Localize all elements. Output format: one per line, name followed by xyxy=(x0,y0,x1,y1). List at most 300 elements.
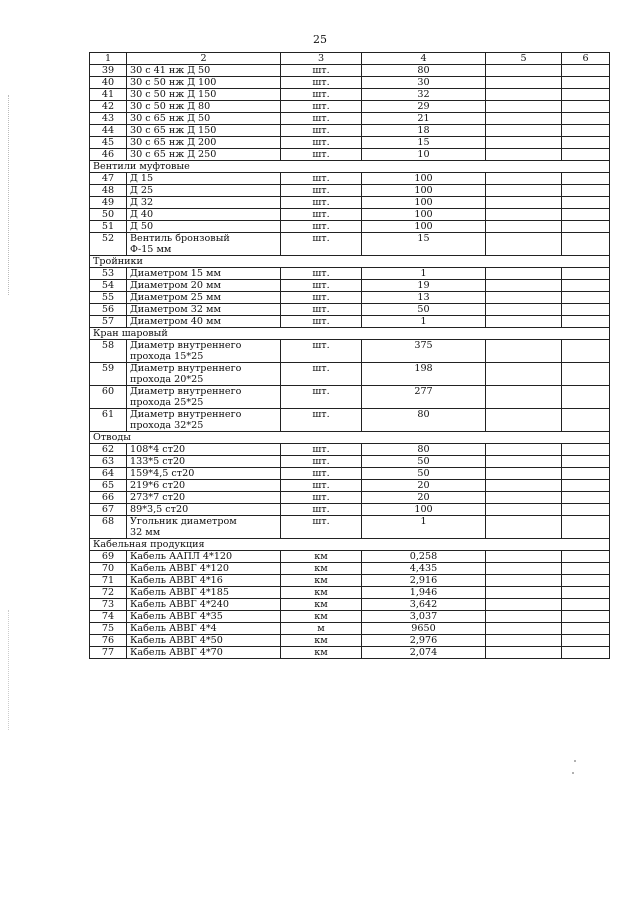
item-name-line: Д 25 xyxy=(130,185,154,196)
item-name xyxy=(127,316,281,328)
item-number: 52 xyxy=(90,233,127,256)
table-row xyxy=(90,268,610,280)
table-row xyxy=(90,77,610,89)
table-row xyxy=(90,551,610,563)
item-name xyxy=(127,113,281,125)
item-number: 53 xyxy=(90,268,127,280)
empty-cell xyxy=(562,268,610,280)
item-name-line: Диаметром 25 мм xyxy=(130,292,221,303)
item-number: 39 xyxy=(90,65,127,77)
empty-cell xyxy=(486,185,562,197)
section-row xyxy=(90,161,610,173)
item-quantity: 2,976 xyxy=(362,635,486,647)
item-number: 55 xyxy=(90,292,127,304)
header-cell: 5 xyxy=(486,53,562,65)
table-row xyxy=(90,340,610,363)
item-unit: шт. xyxy=(281,233,362,256)
item-name-line: прохода 15*25 xyxy=(130,351,204,362)
empty-cell xyxy=(562,137,610,149)
empty-cell xyxy=(486,113,562,125)
item-number: 45 xyxy=(90,137,127,149)
item-unit: шт. xyxy=(281,185,362,197)
empty-cell xyxy=(486,77,562,89)
empty-cell xyxy=(562,101,610,113)
empty-cell xyxy=(562,587,610,599)
empty-cell xyxy=(486,563,562,575)
empty-cell xyxy=(562,480,610,492)
item-quantity: 50 xyxy=(362,304,486,316)
item-name-line: 30 с 41 нж Д 50 xyxy=(130,65,211,76)
item-unit: шт. xyxy=(281,89,362,101)
header-cell: 2 xyxy=(127,53,281,65)
item-quantity: 1 xyxy=(362,268,486,280)
empty-cell xyxy=(562,516,610,539)
table-row xyxy=(90,480,610,492)
item-quantity: 2,916 xyxy=(362,575,486,587)
item-number: 58 xyxy=(90,340,127,363)
table-row xyxy=(90,575,610,587)
item-name-line: Кабель АВВГ 4*120 xyxy=(130,563,229,574)
empty-cell xyxy=(486,444,562,456)
item-name-line: 89*3,5 ст20 xyxy=(130,504,189,515)
item-quantity: 3,037 xyxy=(362,611,486,623)
empty-cell xyxy=(562,623,610,635)
item-unit: шт. xyxy=(281,456,362,468)
item-name xyxy=(127,101,281,113)
item-name-line: Диаметром 20 мм xyxy=(130,280,221,291)
item-name xyxy=(127,173,281,185)
item-number: 64 xyxy=(90,468,127,480)
table-row xyxy=(90,233,610,256)
empty-cell xyxy=(562,89,610,101)
empty-cell xyxy=(562,635,610,647)
item-name-line: 30 с 50 нж Д 100 xyxy=(130,77,217,88)
table-row xyxy=(90,113,610,125)
section-title: Тройники xyxy=(90,256,610,268)
item-name-line: Ф-15 мм xyxy=(130,244,172,255)
item-name-line: 273*7 ст20 xyxy=(130,492,186,503)
section-row xyxy=(90,432,610,444)
item-name-line: Кабель АВВГ 4*240 xyxy=(130,599,229,610)
item-unit: шт. xyxy=(281,137,362,149)
item-quantity: 80 xyxy=(362,444,486,456)
table-row xyxy=(90,456,610,468)
item-quantity: 1 xyxy=(362,516,486,539)
header-cell: 6 xyxy=(562,53,610,65)
item-quantity: 375 xyxy=(362,340,486,363)
item-number: 67 xyxy=(90,504,127,516)
section-title: Отводы xyxy=(90,432,610,444)
empty-cell xyxy=(486,492,562,504)
scan-speck xyxy=(574,760,576,762)
empty-cell xyxy=(486,89,562,101)
empty-cell xyxy=(562,409,610,432)
empty-cell xyxy=(486,209,562,221)
item-number: 50 xyxy=(90,209,127,221)
empty-cell xyxy=(562,304,610,316)
item-quantity: 100 xyxy=(362,209,486,221)
item-name xyxy=(127,575,281,587)
table-row xyxy=(90,363,610,386)
empty-cell xyxy=(486,587,562,599)
item-unit: шт. xyxy=(281,65,362,77)
item-quantity: 100 xyxy=(362,185,486,197)
item-name-line: Д 40 xyxy=(130,209,154,220)
item-number: 63 xyxy=(90,456,127,468)
item-name xyxy=(127,444,281,456)
empty-cell xyxy=(562,468,610,480)
item-name xyxy=(127,185,281,197)
header-cell: 3 xyxy=(281,53,362,65)
item-quantity: 100 xyxy=(362,173,486,185)
item-number: 73 xyxy=(90,599,127,611)
empty-cell xyxy=(562,647,610,659)
item-unit: км xyxy=(281,611,362,623)
table-row xyxy=(90,386,610,409)
empty-cell xyxy=(486,137,562,149)
empty-cell xyxy=(486,516,562,539)
empty-cell xyxy=(486,456,562,468)
empty-cell xyxy=(562,77,610,89)
table-row xyxy=(90,304,610,316)
empty-cell xyxy=(562,340,610,363)
item-quantity: 20 xyxy=(362,480,486,492)
item-unit: км xyxy=(281,575,362,587)
empty-cell xyxy=(486,233,562,256)
empty-cell xyxy=(486,611,562,623)
empty-cell xyxy=(486,221,562,233)
empty-cell xyxy=(562,280,610,292)
empty-cell xyxy=(486,101,562,113)
table-row xyxy=(90,197,610,209)
item-name xyxy=(127,363,281,386)
item-quantity: 18 xyxy=(362,125,486,137)
item-unit: шт. xyxy=(281,268,362,280)
table-row xyxy=(90,587,610,599)
item-quantity: 13 xyxy=(362,292,486,304)
item-number: 57 xyxy=(90,316,127,328)
empty-cell xyxy=(486,386,562,409)
item-quantity: 15 xyxy=(362,233,486,256)
empty-cell xyxy=(486,468,562,480)
scan-speck xyxy=(572,772,574,774)
empty-cell xyxy=(486,635,562,647)
item-unit: шт. xyxy=(281,316,362,328)
table-row xyxy=(90,492,610,504)
empty-cell xyxy=(486,173,562,185)
item-unit: шт. xyxy=(281,363,362,386)
item-name-line: Кабель АВВГ 4*185 xyxy=(130,587,229,598)
item-name-line: 108*4 ст20 xyxy=(130,444,186,455)
item-number: 49 xyxy=(90,197,127,209)
item-number: 62 xyxy=(90,444,127,456)
item-quantity: 50 xyxy=(362,468,486,480)
table-row xyxy=(90,468,610,480)
item-quantity: 80 xyxy=(362,409,486,432)
item-number: 46 xyxy=(90,149,127,161)
item-name xyxy=(127,492,281,504)
item-quantity: 19 xyxy=(362,280,486,292)
table-row xyxy=(90,65,610,77)
item-number: 47 xyxy=(90,173,127,185)
item-unit: км xyxy=(281,563,362,575)
empty-cell xyxy=(562,233,610,256)
table-row xyxy=(90,292,610,304)
item-quantity: 21 xyxy=(362,113,486,125)
item-unit: шт. xyxy=(281,516,362,539)
item-name-line: 159*4,5 ст20 xyxy=(130,468,195,479)
scan-margin-mark xyxy=(8,610,11,730)
item-name-line: Д 32 xyxy=(130,197,154,208)
empty-cell xyxy=(562,492,610,504)
empty-cell xyxy=(562,185,610,197)
empty-cell xyxy=(562,599,610,611)
item-quantity: 50 xyxy=(362,456,486,468)
item-name-line: 30 с 65 нж Д 250 xyxy=(130,149,217,160)
item-name xyxy=(127,221,281,233)
item-number: 76 xyxy=(90,635,127,647)
item-name-line: Кабель АВВГ 4*70 xyxy=(130,647,223,658)
item-number: 44 xyxy=(90,125,127,137)
empty-cell xyxy=(486,316,562,328)
item-name-line: Кабель АВВГ 4*35 xyxy=(130,611,223,622)
item-name-line: 30 с 65 нж Д 150 xyxy=(130,125,217,136)
table-row xyxy=(90,280,610,292)
item-name xyxy=(127,551,281,563)
empty-cell xyxy=(486,363,562,386)
item-number: 72 xyxy=(90,587,127,599)
section-row xyxy=(90,328,610,340)
item-name-line: Диаметр внутреннего xyxy=(130,340,242,351)
section-row xyxy=(90,256,610,268)
item-name xyxy=(127,89,281,101)
item-quantity: 3,642 xyxy=(362,599,486,611)
item-quantity: 4,435 xyxy=(362,563,486,575)
empty-cell xyxy=(562,197,610,209)
item-name xyxy=(127,386,281,409)
empty-cell xyxy=(562,611,610,623)
table-row xyxy=(90,504,610,516)
item-number: 71 xyxy=(90,575,127,587)
item-name-line: Д 50 xyxy=(130,221,154,232)
empty-cell xyxy=(562,575,610,587)
table-row xyxy=(90,149,610,161)
empty-cell xyxy=(486,125,562,137)
empty-cell xyxy=(562,444,610,456)
empty-cell xyxy=(562,456,610,468)
item-unit: шт. xyxy=(281,492,362,504)
item-name-line: Диаметр внутреннего xyxy=(130,386,242,397)
item-name xyxy=(127,504,281,516)
section-row xyxy=(90,539,610,551)
item-quantity: 0,258 xyxy=(362,551,486,563)
table-row xyxy=(90,647,610,659)
item-name xyxy=(127,304,281,316)
empty-cell xyxy=(562,504,610,516)
table-row xyxy=(90,611,610,623)
item-unit: шт. xyxy=(281,340,362,363)
item-unit: км xyxy=(281,587,362,599)
item-number: 66 xyxy=(90,492,127,504)
item-name xyxy=(127,409,281,432)
item-number: 42 xyxy=(90,101,127,113)
header-cell: 1 xyxy=(90,53,127,65)
table-row xyxy=(90,209,610,221)
item-unit: шт. xyxy=(281,480,362,492)
item-number: 68 xyxy=(90,516,127,539)
item-number: 48 xyxy=(90,185,127,197)
table-header-row xyxy=(90,53,610,65)
item-number: 41 xyxy=(90,89,127,101)
item-unit: км xyxy=(281,599,362,611)
item-name xyxy=(127,233,281,256)
empty-cell xyxy=(562,209,610,221)
empty-cell xyxy=(486,304,562,316)
empty-cell xyxy=(486,65,562,77)
item-unit: шт. xyxy=(281,292,362,304)
item-unit: шт. xyxy=(281,221,362,233)
item-name-line: прохода 20*25 xyxy=(130,374,204,385)
item-name xyxy=(127,468,281,480)
empty-cell xyxy=(562,113,610,125)
item-name-line: 32 мм xyxy=(130,527,161,538)
item-number: 75 xyxy=(90,623,127,635)
item-quantity: 100 xyxy=(362,221,486,233)
empty-cell xyxy=(562,173,610,185)
empty-cell xyxy=(562,149,610,161)
item-unit: шт. xyxy=(281,77,362,89)
item-unit: шт. xyxy=(281,280,362,292)
empty-cell xyxy=(486,280,562,292)
empty-cell xyxy=(486,551,562,563)
item-unit: шт. xyxy=(281,409,362,432)
item-name xyxy=(127,587,281,599)
empty-cell xyxy=(486,340,562,363)
section-title: Кабельная продукция xyxy=(90,539,610,551)
item-quantity: 29 xyxy=(362,101,486,113)
item-number: 60 xyxy=(90,386,127,409)
item-quantity: 100 xyxy=(362,504,486,516)
item-name xyxy=(127,268,281,280)
table-row xyxy=(90,444,610,456)
item-name xyxy=(127,611,281,623)
item-unit: шт. xyxy=(281,386,362,409)
page-number: 25 xyxy=(313,33,327,46)
item-unit: шт. xyxy=(281,304,362,316)
item-name-line: Угольник диаметром xyxy=(130,516,237,527)
item-unit: км xyxy=(281,635,362,647)
empty-cell xyxy=(562,316,610,328)
item-name xyxy=(127,125,281,137)
table-row xyxy=(90,173,610,185)
empty-cell xyxy=(486,647,562,659)
item-quantity: 10 xyxy=(362,149,486,161)
item-unit: шт. xyxy=(281,149,362,161)
item-unit: шт. xyxy=(281,173,362,185)
table-row xyxy=(90,516,610,539)
item-unit: шт. xyxy=(281,444,362,456)
item-name xyxy=(127,197,281,209)
table-row xyxy=(90,635,610,647)
item-name xyxy=(127,456,281,468)
item-name-line: 133*5 ст20 xyxy=(130,456,186,467)
section-title: Вентили муфтовые xyxy=(90,161,610,173)
item-quantity: 15 xyxy=(362,137,486,149)
empty-cell xyxy=(486,268,562,280)
header-cell: 4 xyxy=(362,53,486,65)
item-quantity: 277 xyxy=(362,386,486,409)
empty-cell xyxy=(486,292,562,304)
table-row xyxy=(90,89,610,101)
scan-margin-mark xyxy=(8,95,11,295)
item-number: 56 xyxy=(90,304,127,316)
empty-cell xyxy=(562,65,610,77)
section-title: Кран шаровый xyxy=(90,328,610,340)
empty-cell xyxy=(562,551,610,563)
item-name-line: Диаметр внутреннего xyxy=(130,363,242,374)
item-name-line: 30 с 50 нж Д 150 xyxy=(130,89,217,100)
item-unit: шт. xyxy=(281,468,362,480)
item-name xyxy=(127,563,281,575)
empty-cell xyxy=(486,197,562,209)
item-name xyxy=(127,480,281,492)
item-quantity: 20 xyxy=(362,492,486,504)
item-name-line: Кабель АВВГ 4*16 xyxy=(130,575,223,586)
item-name xyxy=(127,65,281,77)
item-name xyxy=(127,340,281,363)
item-name xyxy=(127,623,281,635)
item-unit: м xyxy=(281,623,362,635)
item-unit: шт. xyxy=(281,101,362,113)
item-quantity: 2,074 xyxy=(362,647,486,659)
item-name xyxy=(127,635,281,647)
item-number: 65 xyxy=(90,480,127,492)
empty-cell xyxy=(486,623,562,635)
item-name-line: Диаметром 15 мм xyxy=(130,268,221,279)
item-number: 61 xyxy=(90,409,127,432)
item-number: 77 xyxy=(90,647,127,659)
item-quantity: 1 xyxy=(362,316,486,328)
item-name xyxy=(127,516,281,539)
table-row xyxy=(90,125,610,137)
empty-cell xyxy=(486,599,562,611)
item-quantity: 1,946 xyxy=(362,587,486,599)
item-number: 69 xyxy=(90,551,127,563)
item-unit: км xyxy=(281,647,362,659)
table-row xyxy=(90,599,610,611)
table-row xyxy=(90,409,610,432)
item-name xyxy=(127,149,281,161)
empty-cell xyxy=(562,386,610,409)
item-name-line: прохода 25*25 xyxy=(130,397,204,408)
item-name-line: Кабель АВВГ 4*50 xyxy=(130,635,223,646)
item-name xyxy=(127,77,281,89)
item-name-line: 219*6 ст20 xyxy=(130,480,186,491)
table-row xyxy=(90,563,610,575)
item-name xyxy=(127,292,281,304)
item-name-line: 30 с 65 нж Д 200 xyxy=(130,137,217,148)
item-name-line: 30 с 50 нж Д 80 xyxy=(130,101,211,112)
table-row xyxy=(90,185,610,197)
item-number: 40 xyxy=(90,77,127,89)
item-name-line: Кабель ААПЛ 4*120 xyxy=(130,551,233,562)
item-name xyxy=(127,280,281,292)
item-name-line: прохода 32*25 xyxy=(130,420,204,431)
item-name xyxy=(127,137,281,149)
item-name-line: Д 15 xyxy=(130,173,154,184)
item-quantity: 9650 xyxy=(362,623,486,635)
item-unit: шт. xyxy=(281,504,362,516)
